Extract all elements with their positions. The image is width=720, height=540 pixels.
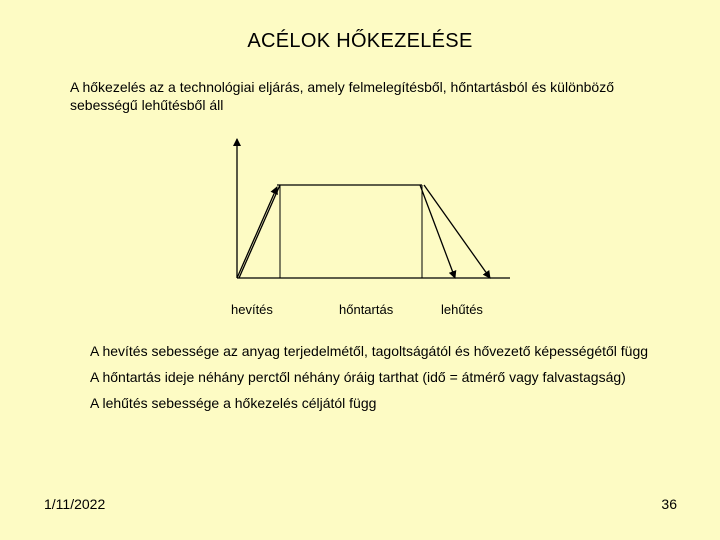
phase-label-heating: hevítés (231, 302, 273, 317)
cooling-line-fast (420, 185, 455, 278)
heat-treatment-diagram-svg (220, 135, 520, 295)
cooling-line-slow (424, 185, 490, 278)
slide-date: 1/11/2022 (44, 496, 106, 512)
heating-line (237, 187, 277, 278)
slide-title: ACÉLOK HŐKEZELÉSE (247, 30, 473, 52)
phase-label-holding: hőntartás (339, 302, 394, 317)
slide-number: 36 (661, 496, 677, 512)
note-heating: A hevítés sebessége az anyag terjedelmétől, tagoltságától és hővezető képességétől függ (90, 343, 649, 359)
heat-treatment-diagram (220, 135, 520, 295)
note-cooling: A lehűtés sebessége a hőkezelés céljától függ (90, 395, 377, 411)
phase-label-cooling: lehűtés (441, 302, 483, 317)
note-holding: A hőntartás ideje néhány perctől néhány óráig tarthat (idő = átmérő vagy falvastagság) (90, 369, 626, 385)
intro-text: A hőkezelés az a technológiai eljárás, amely felmelegítésből, hőntartásból és különböző sebességű lehűtésből áll (70, 79, 614, 113)
heating-line-2 (239, 185, 280, 278)
